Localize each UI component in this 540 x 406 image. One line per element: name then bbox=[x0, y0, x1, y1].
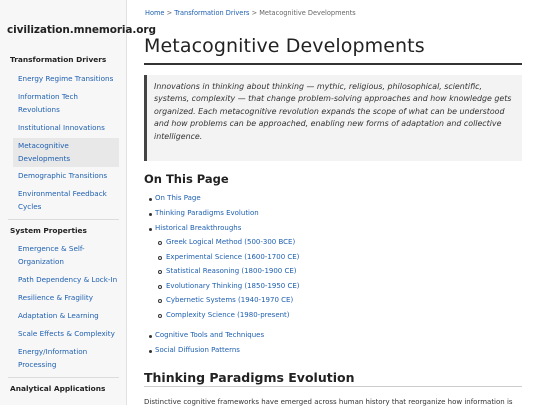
breadcrumb-home[interactable]: Home bbox=[145, 9, 165, 17]
site-title[interactable]: civilization.mnemoria.org bbox=[7, 24, 156, 36]
title-divider bbox=[144, 63, 522, 65]
sidebar-heading-transformation-drivers: Transformation Drivers bbox=[10, 55, 107, 64]
toc-item-complexity-science[interactable]: Complexity Science (1980-present) bbox=[166, 311, 290, 319]
sidebar-item-institutional-innovations[interactable]: Institutional Innovations bbox=[18, 123, 105, 132]
toc-item-statistical-reasoning[interactable]: Statistical Reasoning (1800-1900 CE) bbox=[166, 267, 297, 275]
sidebar-heading-system-properties: System Properties bbox=[10, 226, 87, 235]
breadcrumb bbox=[145, 9, 356, 17]
toc-item-thinking-paradigms-evolution[interactable]: Thinking Paradigms Evolution bbox=[155, 209, 259, 217]
toc-item-on-this-page[interactable]: On This Page bbox=[155, 194, 201, 202]
page-title: Metacognitive Developments bbox=[144, 35, 425, 57]
breadcrumb-separator: > bbox=[164, 9, 175, 17]
breadcrumb-transformation-drivers[interactable]: Transformation Drivers bbox=[174, 9, 250, 17]
toc-bullet bbox=[149, 228, 152, 231]
toc-sub-bullet bbox=[158, 241, 162, 245]
toc-item-social-diffusion-patterns[interactable]: Social Diffusion Patterns bbox=[155, 346, 240, 354]
sidebar-item-adaptation-learning[interactable]: Adaptation & Learning bbox=[18, 311, 99, 320]
toc-item-cybernetic-systems[interactable]: Cybernetic Systems (1940-1970 CE) bbox=[166, 296, 294, 304]
toc-sub-bullet bbox=[158, 285, 162, 289]
toc-bullet bbox=[149, 213, 152, 216]
toc-item-historical-breakthroughs[interactable]: Historical Breakthroughs bbox=[155, 224, 242, 232]
toc-bullet bbox=[149, 350, 152, 353]
sidebar-divider bbox=[8, 219, 119, 220]
sidebar-item-path-dependency-lock-in[interactable]: Path Dependency & Lock-In bbox=[18, 275, 118, 284]
toc-item-experimental-science[interactable]: Experimental Science (1600-1700 CE) bbox=[166, 253, 300, 261]
section-body-text: Distinctive cognitive frameworks have emerged across human history that reorganize how information is bbox=[144, 398, 513, 406]
sidebar-item-demographic-transitions[interactable]: Demographic Transitions bbox=[18, 171, 108, 180]
toc-item-cognitive-tools-techniques[interactable]: Cognitive Tools and Techniques bbox=[155, 331, 265, 339]
breadcrumb-separator: > bbox=[249, 9, 260, 17]
sidebar-divider bbox=[8, 377, 119, 378]
section-divider bbox=[144, 386, 522, 387]
toc-sub-bullet bbox=[158, 299, 162, 303]
intro-callout: Innovations in thinking about thinking — mythic, religious, philosophical, scientific, systems, complexity — that change problem-solving approaches and how knowledge gets organized. Each metacognitive revolution expands the scope of what can be understood and how problems can be approached, enabling new forms of adaptation and collective intelligence. bbox=[144, 75, 522, 161]
toc-sub-bullet bbox=[158, 314, 162, 318]
toc-bullet bbox=[149, 335, 152, 338]
breadcrumb-current: Metacognitive Developments bbox=[259, 9, 356, 17]
sidebar-item-resilience-fragility[interactable]: Resilience & Fragility bbox=[18, 293, 93, 302]
sidebar-heading-analytical-applications: Analytical Applications bbox=[10, 384, 106, 393]
main-content bbox=[127, 0, 540, 405]
toc-sub-bullet bbox=[158, 270, 162, 274]
toc-item-evolutionary-thinking[interactable]: Evolutionary Thinking (1850-1950 CE) bbox=[166, 282, 300, 290]
sidebar-item-information-tech-revolutions[interactable]: Information Tech Revolutions bbox=[18, 92, 78, 114]
toc-heading: On This Page bbox=[144, 172, 229, 186]
sidebar-item-scale-effects-complexity[interactable]: Scale Effects & Complexity bbox=[18, 329, 115, 338]
sidebar-item-energy-information-processing[interactable]: Energy/Information Processing bbox=[18, 347, 88, 369]
sidebar-item-emergence-self-organization[interactable]: Emergence & Self-Organization bbox=[18, 244, 85, 266]
toc-bullet bbox=[149, 198, 152, 201]
toc-sub-bullet bbox=[158, 256, 162, 260]
section-heading-thinking-paradigms-evolution: Thinking Paradigms Evolution bbox=[144, 370, 355, 385]
sidebar-item-environmental-feedback-cycles[interactable]: Environmental Feedback Cycles bbox=[18, 189, 107, 211]
sidebar-item-metacognitive-developments[interactable]: Metacognitive Developments bbox=[13, 138, 119, 167]
sidebar-item-energy-regime-transitions[interactable]: Energy Regime Transitions bbox=[18, 74, 114, 83]
toc-item-greek-logical-method[interactable]: Greek Logical Method (500-300 BCE) bbox=[166, 238, 296, 246]
